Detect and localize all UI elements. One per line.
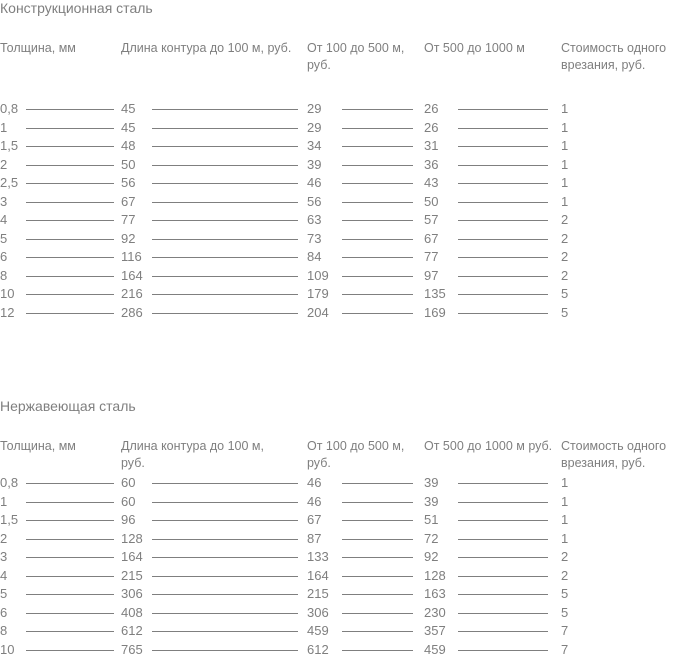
cell-100-500: 84	[307, 249, 322, 264]
leader-line	[152, 165, 298, 166]
leader-line	[26, 276, 114, 277]
table-row	[0, 511, 695, 529]
leader-line	[342, 483, 413, 484]
cell-100-500: 63	[307, 212, 322, 227]
table-row	[0, 211, 695, 229]
cell-thickness: 4	[0, 567, 8, 583]
cell-100-500: 215	[307, 586, 329, 601]
leader-line	[342, 146, 413, 147]
leader-line	[152, 502, 298, 503]
leader-line	[342, 557, 413, 558]
cell-pierce-cost: 1	[561, 101, 569, 116]
leader-line	[152, 294, 298, 295]
leader-line	[458, 202, 548, 203]
leader-line	[152, 576, 298, 577]
table-row	[0, 493, 695, 511]
leader-line	[458, 557, 548, 558]
leader-line	[458, 257, 548, 258]
leader-line	[152, 257, 298, 258]
cell-500-1000: 135	[424, 286, 446, 301]
cell-500-1000: 57	[424, 212, 439, 227]
leader-line	[26, 520, 114, 521]
cell-pierce-cost: 7	[561, 623, 569, 638]
leader-line	[342, 650, 413, 651]
header-thickness: Толщина, мм	[0, 439, 76, 453]
leader-line	[342, 502, 413, 503]
cell-100-500: 133	[307, 549, 329, 564]
cell-500-1000: 357	[424, 623, 446, 638]
leader-line	[458, 183, 548, 184]
cell-contour-100: 306	[121, 586, 143, 601]
table-row	[0, 230, 695, 248]
cell-100-500: 87	[307, 530, 322, 546]
cell-contour-100: 67	[121, 193, 136, 209]
leader-line	[458, 239, 548, 240]
cell-pierce-cost: 2	[561, 249, 569, 264]
leader-line	[342, 613, 413, 614]
cell-contour-100: 60	[121, 493, 136, 509]
leader-line	[342, 313, 413, 314]
cell-100-500: 46	[307, 175, 322, 190]
cell-thickness: 10	[0, 641, 15, 657]
cell-500-1000: 43	[424, 175, 439, 190]
cell-contour-100: 216	[121, 286, 143, 301]
leader-line	[458, 539, 548, 540]
table-row	[0, 548, 695, 566]
table-row	[0, 156, 695, 174]
cell-100-500: 109	[307, 267, 329, 283]
cell-100-500: 73	[307, 230, 322, 246]
cell-100-500: 39	[307, 156, 322, 172]
leader-line	[342, 294, 413, 295]
table-row	[0, 119, 695, 137]
leader-line	[26, 183, 114, 184]
cell-pierce-cost: 1	[561, 156, 569, 172]
cell-100-500: 46	[307, 475, 322, 490]
cell-thickness: 1,5	[0, 138, 19, 153]
leader-line	[152, 631, 298, 632]
leader-line	[152, 146, 298, 147]
leader-line	[458, 594, 548, 595]
header-pierce-cost: Стоимость одного врезания, руб.	[561, 41, 667, 72]
cell-thickness: 10	[0, 286, 15, 301]
cell-500-1000: 39	[424, 475, 439, 490]
leader-line	[26, 239, 114, 240]
cell-contour-100: 286	[121, 304, 143, 320]
leader-line	[458, 483, 548, 484]
table-row	[0, 174, 695, 192]
cell-500-1000: 128	[424, 567, 446, 583]
table-row	[0, 304, 695, 322]
leader-line	[26, 313, 114, 314]
leader-line	[26, 165, 114, 166]
table-row	[0, 267, 695, 285]
cell-pierce-cost: 2	[561, 549, 569, 564]
leader-line	[152, 276, 298, 277]
cell-pierce-cost: 2	[561, 230, 569, 246]
cell-pierce-cost: 1	[561, 512, 569, 527]
leader-line	[26, 294, 114, 295]
cell-100-500: 29	[307, 101, 322, 116]
cell-thickness: 6	[0, 249, 8, 264]
leader-line	[26, 650, 114, 651]
cell-thickness: 1	[0, 119, 8, 135]
leader-line	[458, 631, 548, 632]
cell-100-500: 459	[307, 623, 329, 638]
section-title: Конструкционная сталь	[0, 0, 153, 16]
leader-line	[152, 520, 298, 521]
leader-line	[342, 128, 413, 129]
header-100-500: От 100 до 500 м, руб.	[307, 439, 405, 470]
table-row	[0, 622, 695, 640]
cell-500-1000: 26	[424, 119, 439, 135]
cell-100-500: 29	[307, 119, 322, 135]
cell-contour-100: 48	[121, 138, 136, 153]
leader-line	[26, 502, 114, 503]
cell-contour-100: 56	[121, 175, 136, 190]
cell-contour-100: 116	[121, 249, 142, 264]
leader-line	[152, 183, 298, 184]
leader-line	[152, 539, 298, 540]
cell-contour-100: 50	[121, 156, 136, 172]
table-row	[0, 641, 695, 659]
cell-100-500: 306	[307, 604, 329, 620]
cell-pierce-cost: 1	[561, 530, 569, 546]
cell-thickness: 5	[0, 586, 8, 601]
leader-line	[342, 539, 413, 540]
leader-line	[458, 165, 548, 166]
cell-500-1000: 67	[424, 230, 439, 246]
leader-line	[26, 128, 114, 129]
cell-thickness: 6	[0, 604, 8, 620]
table-row	[0, 248, 695, 266]
header-thickness: Толщина, мм	[0, 41, 76, 55]
cell-contour-100: 60	[121, 475, 136, 490]
leader-line	[342, 276, 413, 277]
leader-line	[26, 557, 114, 558]
cell-500-1000: 92	[424, 549, 439, 564]
cell-contour-100: 164	[121, 549, 143, 564]
leader-line	[458, 276, 548, 277]
cell-contour-100: 215	[121, 567, 143, 583]
cell-100-500: 34	[307, 138, 322, 153]
cell-pierce-cost: 2	[561, 212, 569, 227]
header-contour-100: Длина контура до 100 м, руб.	[121, 439, 264, 470]
cell-500-1000: 230	[424, 604, 446, 620]
cell-500-1000: 169	[424, 304, 446, 320]
leader-line	[342, 594, 413, 595]
cell-100-500: 56	[307, 193, 322, 209]
cell-thickness: 3	[0, 549, 8, 564]
header-contour-100: Длина контура до 100 м, руб.	[121, 41, 292, 55]
cell-thickness: 1	[0, 493, 8, 509]
leader-line	[26, 202, 114, 203]
cell-pierce-cost: 1	[561, 175, 569, 190]
cell-100-500: 46	[307, 493, 322, 509]
cell-contour-100: 164	[121, 267, 143, 283]
section-title: Нержавеющая сталь	[0, 398, 136, 414]
cell-contour-100: 45	[121, 119, 136, 135]
leader-line	[152, 239, 298, 240]
cell-contour-100: 45	[121, 101, 136, 116]
cell-thickness: 5	[0, 230, 8, 246]
table-row	[0, 474, 695, 492]
leader-line	[152, 128, 298, 129]
cell-500-1000: 26	[424, 101, 439, 116]
leader-line	[26, 576, 114, 577]
cell-100-500: 612	[307, 641, 329, 657]
cell-contour-100: 77	[121, 212, 136, 227]
cell-thickness: 4	[0, 212, 8, 227]
cell-thickness: 2,5	[0, 175, 19, 190]
leader-line	[342, 576, 413, 577]
cell-contour-100: 128	[121, 530, 143, 546]
leader-line	[342, 165, 413, 166]
cell-pierce-cost: 1	[561, 475, 569, 490]
leader-line	[342, 631, 413, 632]
cell-500-1000: 39	[424, 493, 439, 509]
header-pierce-cost: Стоимость одного врезания, руб.	[561, 439, 667, 470]
table-row	[0, 137, 695, 155]
cell-pierce-cost: 2	[561, 267, 569, 283]
cell-contour-100: 765	[121, 641, 143, 657]
leader-line	[26, 109, 114, 110]
leader-line	[26, 539, 114, 540]
leader-line	[342, 109, 413, 110]
header-500-1000: От 500 до 1000 м	[424, 41, 525, 55]
cell-thickness: 8	[0, 623, 8, 638]
leader-line	[26, 594, 114, 595]
cell-pierce-cost: 5	[561, 586, 569, 601]
cell-thickness: 0,8	[0, 475, 19, 490]
leader-line	[342, 202, 413, 203]
cell-100-500: 204	[307, 304, 329, 320]
leader-line	[342, 257, 413, 258]
leader-line	[26, 631, 114, 632]
leader-line	[342, 220, 413, 221]
leader-line	[342, 520, 413, 521]
cell-thickness: 0,8	[0, 101, 19, 116]
leader-line	[458, 109, 548, 110]
cell-pierce-cost: 1	[561, 138, 569, 153]
cell-thickness: 8	[0, 267, 8, 283]
cell-pierce-cost: 5	[561, 604, 569, 620]
cell-500-1000: 31	[424, 138, 439, 153]
leader-line	[26, 613, 114, 614]
leader-line	[458, 520, 548, 521]
leader-line	[26, 220, 114, 221]
cell-thickness: 2	[0, 530, 8, 546]
leader-line	[152, 109, 298, 110]
table-row	[0, 530, 695, 548]
leader-line	[458, 576, 548, 577]
cell-thickness: 1,5	[0, 512, 19, 527]
cell-500-1000: 36	[424, 156, 439, 172]
cell-500-1000: 77	[424, 249, 439, 264]
header-500-1000: От 500 до 1000 м руб.	[424, 439, 553, 453]
cell-pierce-cost: 7	[561, 641, 569, 657]
leader-line	[458, 313, 548, 314]
leader-line	[458, 146, 548, 147]
cell-contour-100: 408	[121, 604, 143, 620]
leader-line	[458, 502, 548, 503]
cell-contour-100: 612	[121, 623, 143, 638]
leader-line	[152, 557, 298, 558]
cell-thickness: 12	[0, 304, 15, 320]
leader-line	[26, 483, 114, 484]
cell-100-500: 67	[307, 512, 322, 527]
table-row	[0, 285, 695, 303]
table-row	[0, 567, 695, 585]
cell-contour-100: 96	[121, 512, 136, 527]
cell-pierce-cost: 5	[561, 286, 569, 301]
leader-line	[458, 613, 548, 614]
leader-line	[458, 220, 548, 221]
leader-line	[342, 239, 413, 240]
leader-line	[152, 220, 298, 221]
cell-500-1000: 459	[424, 641, 446, 657]
cell-100-500: 164	[307, 567, 329, 583]
cell-500-1000: 51	[424, 512, 439, 527]
leader-line	[152, 613, 298, 614]
cell-pierce-cost: 1	[561, 193, 569, 209]
cell-500-1000: 50	[424, 193, 439, 209]
leader-line	[152, 483, 298, 484]
cell-pierce-cost: 2	[561, 567, 569, 583]
leader-line	[152, 650, 298, 651]
cell-500-1000: 163	[424, 586, 446, 601]
cell-thickness: 2	[0, 156, 8, 172]
cell-500-1000: 97	[424, 267, 439, 283]
header-100-500: От 100 до 500 м, руб.	[307, 41, 405, 72]
cell-contour-100: 92	[121, 230, 136, 246]
cell-pierce-cost: 1	[561, 119, 569, 135]
table-row	[0, 100, 695, 118]
leader-line	[458, 650, 548, 651]
cell-pierce-cost: 5	[561, 304, 569, 320]
cell-100-500: 179	[307, 286, 329, 301]
cell-500-1000: 72	[424, 530, 439, 546]
leader-line	[458, 294, 548, 295]
leader-line	[26, 146, 114, 147]
leader-line	[458, 128, 548, 129]
leader-line	[152, 594, 298, 595]
leader-line	[152, 313, 298, 314]
table-row	[0, 193, 695, 211]
cell-pierce-cost: 1	[561, 493, 569, 509]
cell-thickness: 3	[0, 193, 8, 209]
leader-line	[26, 257, 114, 258]
leader-line	[152, 202, 298, 203]
leader-line	[342, 183, 413, 184]
table-row	[0, 585, 695, 603]
table-row	[0, 604, 695, 622]
